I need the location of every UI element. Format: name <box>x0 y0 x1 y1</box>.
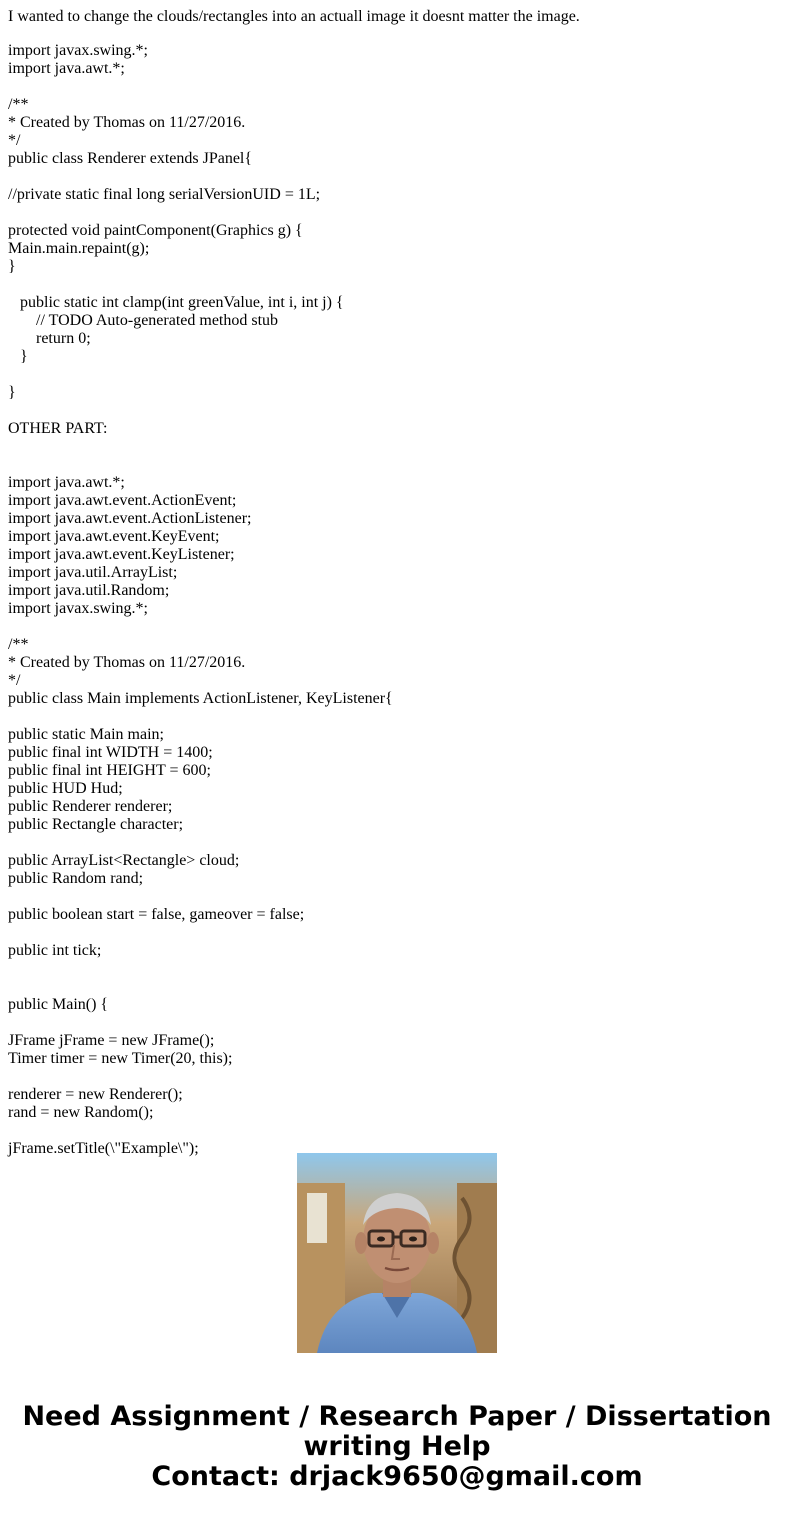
promo-banner <box>0 1402 794 1492</box>
question-body <box>8 0 786 1157</box>
banner-line-1: Need Assignment / Research Paper / Dissertation <box>22 1401 772 1432</box>
code-block: import javax.swing.*; import java.awt.*; /** * Created by Thomas on 11/27/2016. */ public class Renderer extends JPanel{ //private static final long serialVersionUID = 1L; protected void paintComponent(Graphics g) { Main.main.repaint(g); } public static int clamp(int greenValue, int i, int j) { // TODO Auto-generated method stub return 0; } } OTHER PART: import java.awt.*; import java.awt.event.ActionEvent; import java.awt.event.ActionListener; import java.awt.event.KeyEvent; import java.awt.event.KeyListener; import java.util.ArrayList; import java.util.Random; import javax.swing.*; /** * Created by Thomas on 11/27/2016. */ public class Main implements ActionListener, KeyListener{ public static Main main; public final int WIDTH = 1400; public final int HEIGHT = 600; public HUD Hud; public Renderer renderer; public Rectangle character; public ArrayList<Rectangle> cloud; public Random rand; public boolean start = false, gameover = false; public int tick; public Main() { JFrame jFrame = new JFrame(); Timer timer = new Timer(20, this); renderer = new Renderer(); rand = new Random(); jFrame.setTitle(\"Example\"); <box>8 42 393 1157</box>
question-intro: I wanted to change the clouds/rectangles into an actuall image it doesnt matter the image. <box>8 8 580 25</box>
tutor-photo-image <box>297 1153 497 1353</box>
tutor-photo <box>297 1153 497 1353</box>
banner-line-2: writing Help <box>303 1431 491 1462</box>
banner-contact: Contact: drjack9650@gmail.com <box>151 1461 643 1492</box>
